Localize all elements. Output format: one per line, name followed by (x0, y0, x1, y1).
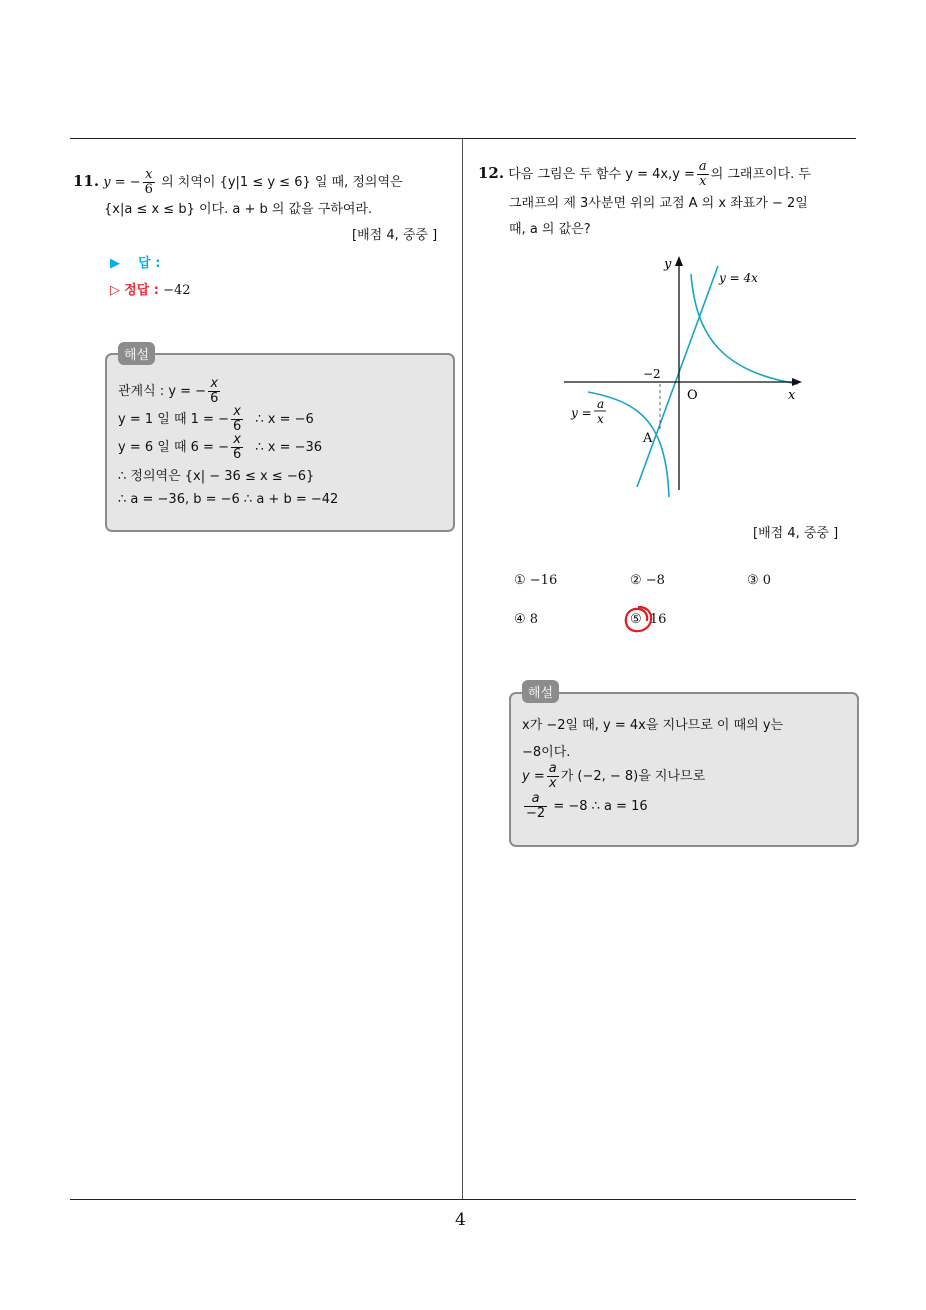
top-rule (70, 138, 856, 139)
option-5-marker: ⑤ (630, 612, 642, 627)
origin-label: O (687, 388, 698, 403)
column-divider (462, 139, 463, 1200)
option-1[interactable]: ① −16 (514, 573, 558, 588)
y-axis-label: y (664, 257, 672, 272)
option-4[interactable]: ④ 8 (514, 612, 539, 627)
question-text: 때, a 의 값은? (509, 222, 591, 237)
line-label: y = 4x (719, 271, 758, 285)
question-number: 11. (73, 172, 100, 190)
curve-a-over-x-q1 (691, 274, 798, 384)
point-label: A (643, 431, 653, 446)
curve-label-num: a (597, 397, 605, 411)
play-arrow-icon: ▶ (110, 256, 120, 271)
fraction: $\frac{a}{x}$ (698, 159, 707, 189)
x-axis-label: x (788, 388, 796, 403)
correct-answer-row: ▷ 정답 : −42 (110, 283, 191, 298)
question-text: {x|a ≤ x ≤ b} 이다. a + b 의 값을 구하여라. (104, 202, 373, 217)
curve-label-prefix: y = (571, 406, 592, 420)
y-axis-arrow (675, 256, 683, 266)
triangle-outline-icon: ▷ (110, 283, 120, 298)
option-3[interactable]: ③ 0 (747, 573, 772, 588)
bottom-rule (70, 1199, 856, 1200)
tick-label: −2 (643, 367, 661, 381)
solution-tag: 해설 (522, 680, 559, 703)
page-number: 4 (455, 1210, 466, 1230)
answer-row: ▶ 답 : (110, 256, 161, 271)
option-5[interactable]: ⑤ 16 (630, 612, 667, 627)
fraction: $\frac{x}{6}$ (144, 167, 153, 197)
option-2[interactable]: ② −8 (630, 573, 665, 588)
score-label: [배점 4, 중중 ] (352, 228, 438, 243)
x-axis-arrow (792, 378, 802, 386)
function-graph (548, 252, 848, 502)
curve-label-den: x (597, 412, 604, 426)
solution-tag: 해설 (118, 342, 155, 365)
score-label: [배점 4, 중중 ] (753, 526, 839, 541)
selected-circle-mark-icon (622, 603, 654, 635)
question-number: 12. (478, 164, 505, 182)
question-text: 그래프의 제 3사분면 위의 교점 A 의 x 좌표가 − 2일 (509, 196, 808, 211)
